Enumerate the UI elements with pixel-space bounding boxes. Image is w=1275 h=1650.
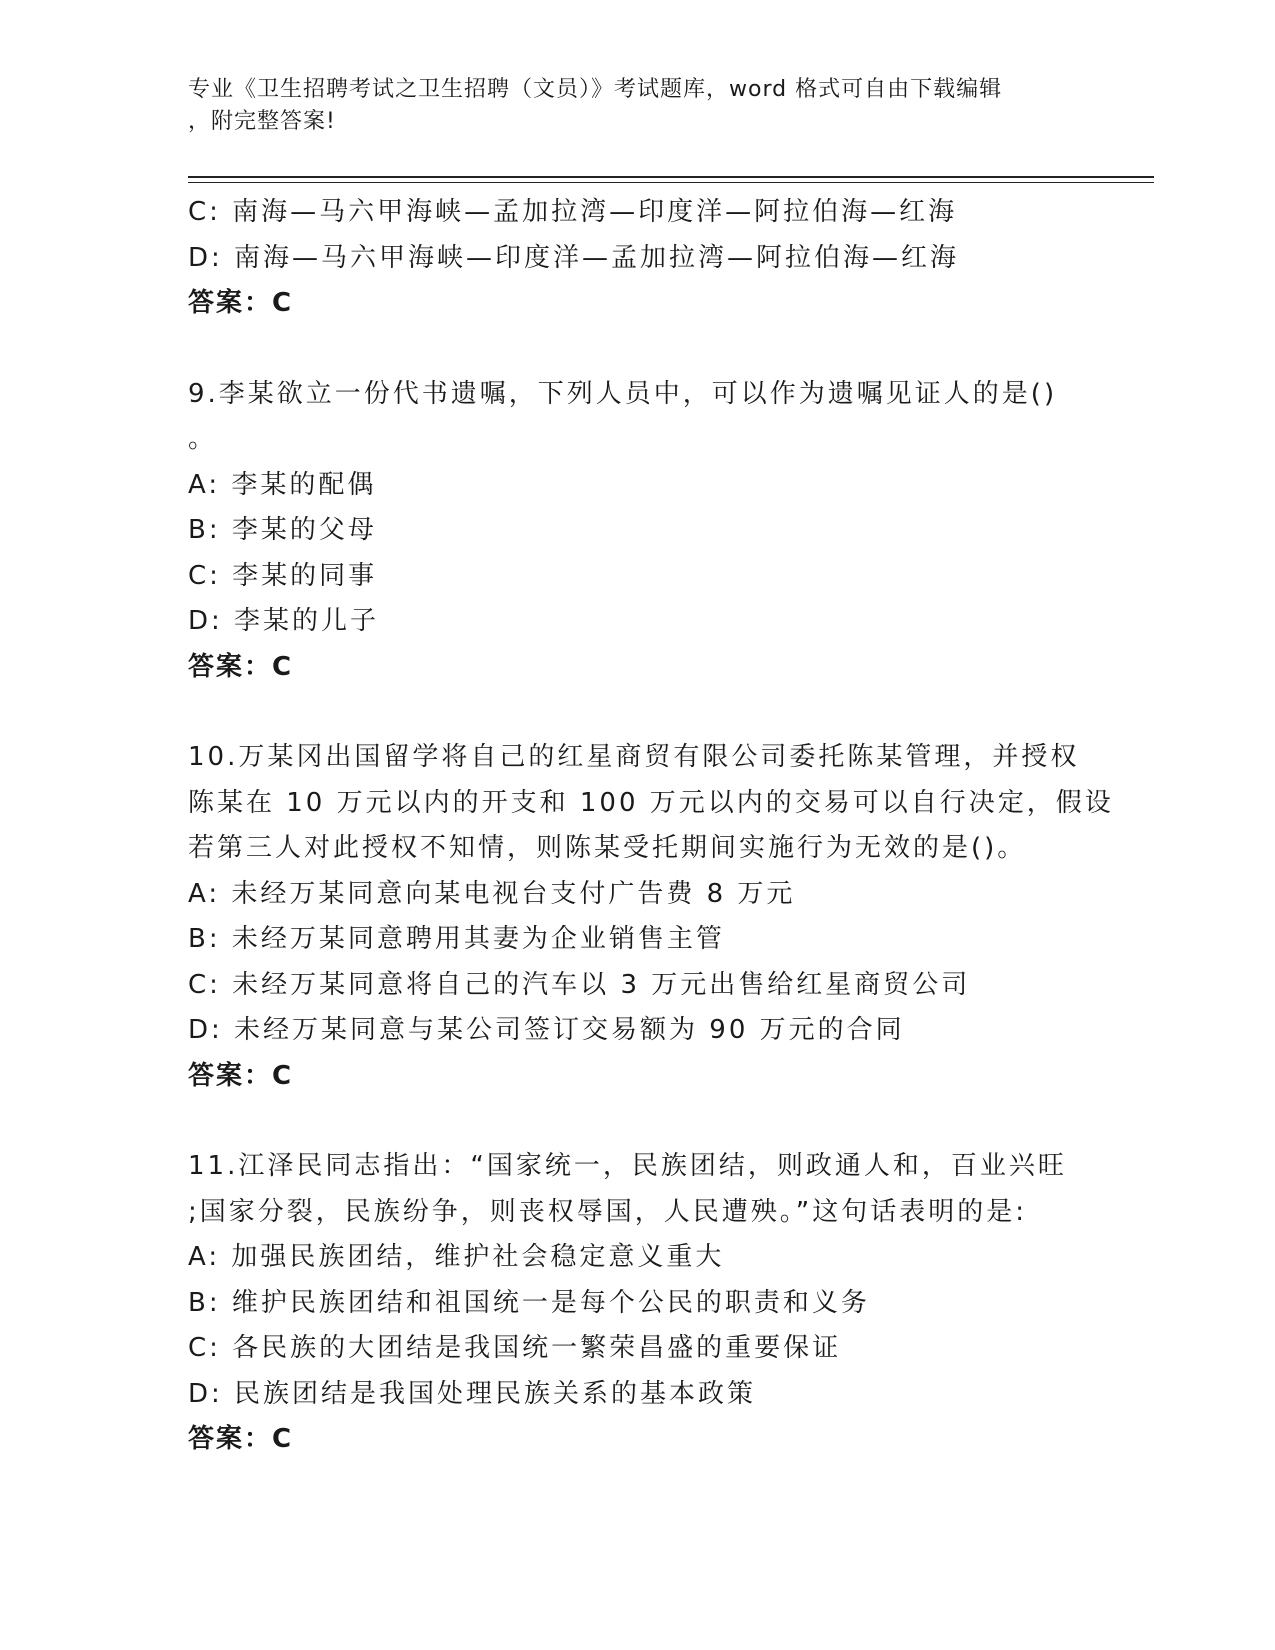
question-stem-line: ;国家分裂，民族纷争，则丧权辱国，人民遭殃。”这句话表明的是:: [188, 1196, 1027, 1227]
option-a: A: 加强民族团结，维护社会稳定意义重大: [188, 1242, 725, 1272]
question-11: [188, 1144, 1088, 1463]
option-b: B: 李某的父母: [188, 515, 377, 545]
spacer: [188, 1099, 1088, 1144]
option-a: A: 李某的配偶: [188, 469, 377, 500]
option-d: D: 民族团结是我国处理民族关系的基本政策: [188, 1378, 757, 1409]
header-line-2: ，附完整答案!: [188, 109, 336, 134]
spacer: [188, 327, 1088, 372]
option-b: B: 维护民族团结和祖国统一是每个公民的职责和义务: [188, 1287, 870, 1318]
option-c: C: 各民族的大团结是我国统一繁荣昌盛的重要保证: [188, 1333, 842, 1363]
answer: 答案：C: [188, 1424, 294, 1454]
question-stem-line: 陈某在 10 万元以内的开支和 100 万元以内的交易可以自行决定，假设: [188, 787, 1114, 818]
question-stem-line: 若第三人对此授权不知情，则陈某受托期间实施行为无效的是()。: [188, 833, 1027, 863]
question-stem-line: 9.李某欲立一份代书遗嘱，下列人员中，可以作为遗嘱见证人的是(): [188, 378, 1058, 409]
answer: 答案：C: [188, 1060, 294, 1091]
option-d: D: 李某的儿子: [188, 606, 380, 636]
answer: 答案：C: [188, 651, 294, 682]
question-stem-line: 11.江泽民同志指出：“国家统一，民族团结，则政通人和，百业兴旺: [188, 1151, 1067, 1181]
option-a: A: 未经万某同意向某电视台支付广告费 8 万元: [188, 878, 796, 909]
question-9: [188, 372, 1088, 691]
answer: 答案：C: [188, 288, 294, 318]
option-d: D: 未经万某同意与某公司签订交易额为 90 万元的合同: [188, 1015, 905, 1045]
document-header: [188, 74, 1078, 138]
question-stem-line: 。: [188, 424, 218, 454]
prev-question: [188, 190, 1088, 327]
option-c: C: 未经万某同意将自己的汽车以 3 万元出售给红星商贸公司: [188, 969, 971, 1000]
question-stem-line: 10.万某冈出国留学将自己的红星商贸有限公司委托陈某管理，并授权: [188, 742, 1080, 772]
option-c: C: 李某的同事: [188, 560, 378, 591]
spacer: [188, 690, 1088, 735]
option-d: D: 南海—马六甲海峡—印度洋—孟加拉湾—阿拉伯海—红海: [188, 242, 960, 273]
header-rule-thin: [188, 182, 1154, 183]
option-c: C: 南海—马六甲海峡—孟加拉湾—印度洋—阿拉伯海—红海: [188, 197, 958, 227]
header-rule-thick: [188, 176, 1154, 178]
document-body: [188, 190, 1114, 1463]
question-10: [188, 735, 1114, 1099]
header-line-1: 专业《卫生招聘考试之卫生招聘（文员）》考试题库，word 格式可自由下载编辑: [188, 77, 1003, 102]
option-b: B: 未经万某同意聘用其妻为企业销售主管: [188, 924, 725, 954]
